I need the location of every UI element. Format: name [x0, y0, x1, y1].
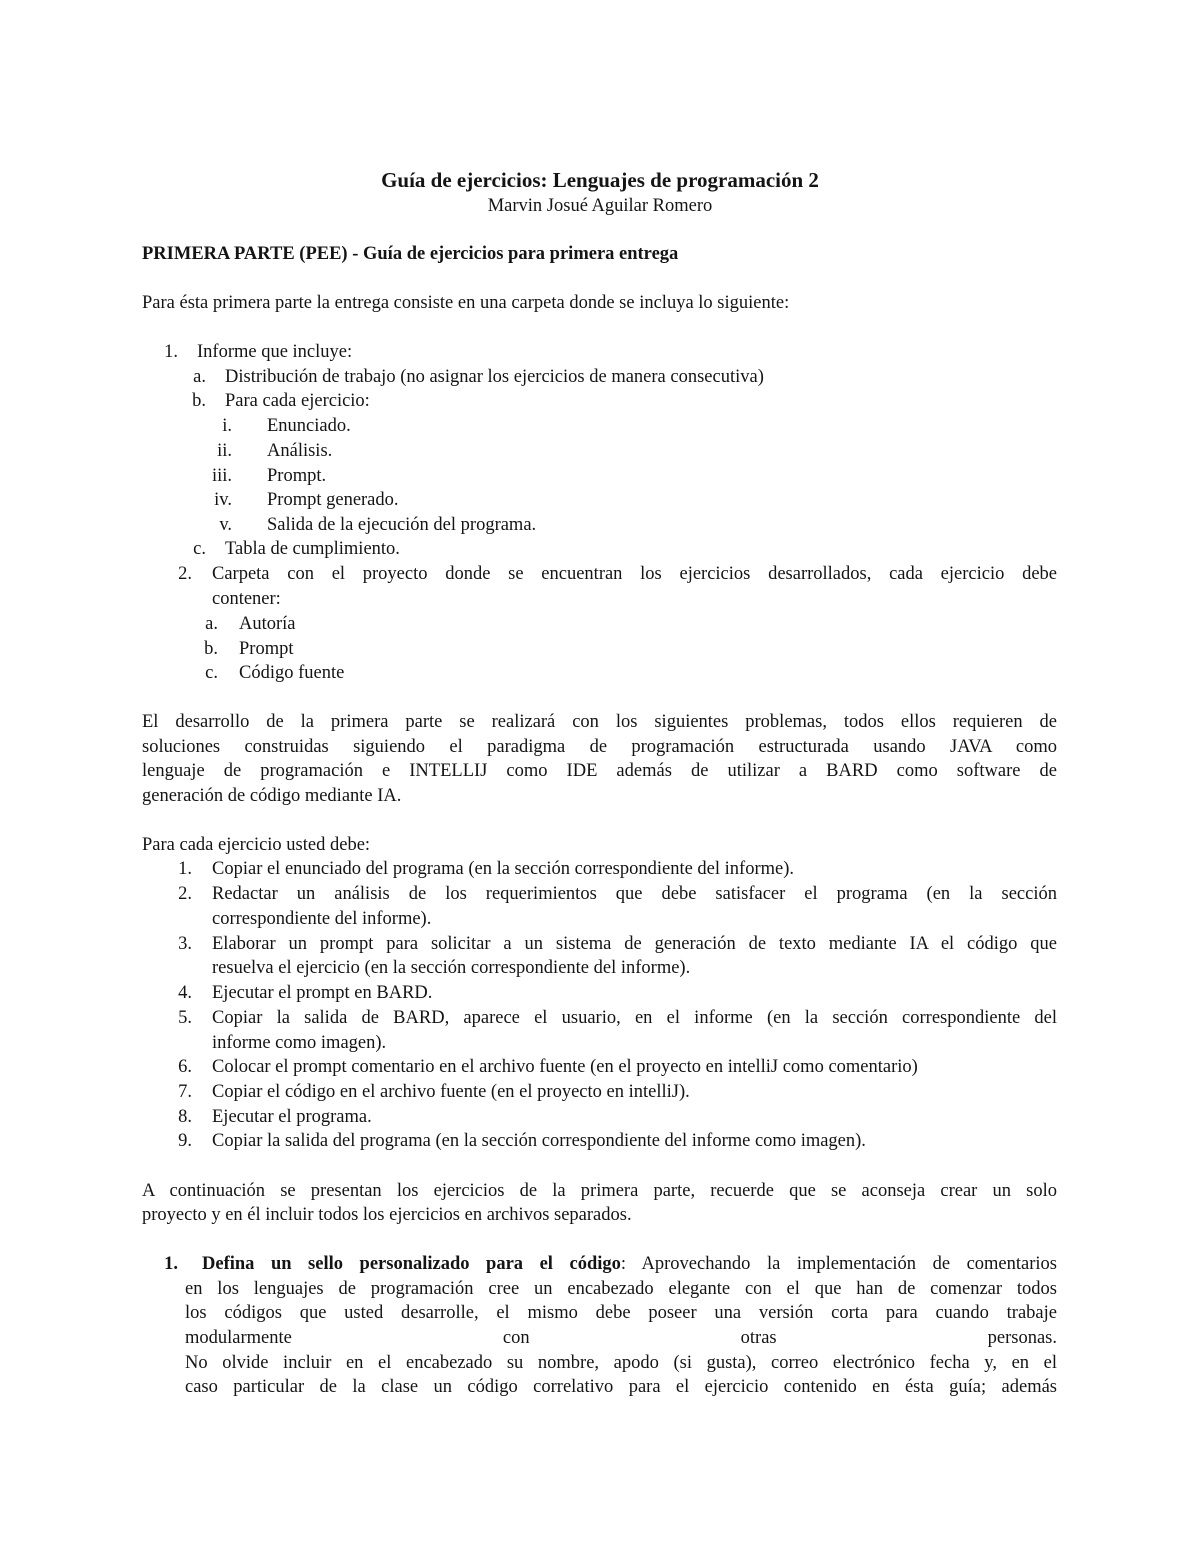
- list-item: Para cada ejercicio:: [225, 391, 370, 411]
- list-item: Código fuente: [239, 663, 345, 683]
- list-item: Prompt: [239, 639, 294, 659]
- list-marker: a.: [193, 367, 206, 387]
- list-item-continuation: correspondiente del informe).: [212, 909, 432, 929]
- list-marker: 6.: [178, 1057, 192, 1077]
- list-item: Distribución de trabajo (no asignar los ejercicios de manera consecutiva): [225, 367, 764, 387]
- paragraph-line: lenguaje de programación e INTELLIJ como IDE además de utilizar a BARD como software de: [142, 761, 1057, 781]
- list-item-continuation: contener:: [212, 589, 281, 609]
- list-marker: a.: [205, 614, 218, 634]
- document-author: Marvin Josué Aguilar Romero: [487, 196, 713, 216]
- exercise-line: los códigos que usted desarrolle, el mismo debe poseer una versión corta para cuando trabaje: [185, 1303, 1057, 1323]
- list-marker: c.: [193, 539, 206, 559]
- list-item: Informe que incluye:: [197, 342, 353, 362]
- document-title: Guía de ejercicios: Lenguajes de programación 2: [381, 168, 819, 192]
- list-marker: 4.: [178, 983, 192, 1003]
- paragraph-line: El desarrollo de la primera parte se realizará con los siguientes problemas, todos ellos requieren de: [142, 712, 1057, 732]
- list-item: Copiar el código en el archivo fuente (en el proyecto en intelliJ).: [212, 1082, 690, 1102]
- section-intro: Para ésta primera parte la entrega consiste en una carpeta donde se incluya lo siguiente:: [142, 293, 790, 313]
- list-item: Ejecutar el programa.: [212, 1107, 372, 1127]
- exercise-line: No olvide incluir en el encabezado su nombre, apodo (si gusta), correo electrónico fecha y, en el: [185, 1353, 1057, 1373]
- list-marker: iii.: [211, 466, 232, 486]
- list-marker: 2.: [178, 564, 192, 584]
- paragraph-line: proyecto y en él incluir todos los ejercicios en archivos separados.: [142, 1205, 632, 1225]
- list-item: Redactar un análisis de los requerimientos que debe satisfacer el programa (en la sección: [212, 884, 1057, 904]
- exercise-line: modularmente con otras personas.: [185, 1328, 1057, 1348]
- list-marker: b.: [192, 391, 206, 411]
- list-item: Copiar el enunciado del programa (en la sección correspondiente del informe).: [212, 859, 795, 879]
- exercise-text: : Aprovechando la implementación de comentarios: [620, 1254, 1057, 1274]
- list-item: Elaborar un prompt para solicitar a un sistema de generación de texto mediante IA el código que: [212, 934, 1057, 954]
- list-item: Tabla de cumplimiento.: [225, 539, 400, 559]
- list-marker: i.: [222, 416, 232, 436]
- exercise-line: caso particular de la clase un código correlativo para el ejercicio contenido en ésta guía; además: [185, 1377, 1057, 1397]
- list-marker: v.: [219, 515, 232, 535]
- list-marker: 5.: [178, 1008, 192, 1028]
- paragraph-line: A continuación se presentan los ejercicios de la primera parte, recuerde que se aconseja crear un solo: [142, 1181, 1057, 1201]
- paragraph-line: generación de código mediante IA.: [142, 786, 402, 806]
- list-marker: iv.: [214, 490, 232, 510]
- exercise-line: [202, 1255, 1057, 1274]
- list-item: Prompt generado.: [267, 490, 399, 510]
- exercise-line: en los lenguajes de programación cree un encabezado elegante con el que han de comenzar todos: [185, 1279, 1057, 1299]
- list-item: Copiar la salida de BARD, aparece el usuario, en el informe (en la sección correspondiente del: [212, 1008, 1057, 1028]
- exercise-number: 1.: [164, 1254, 178, 1274]
- list-item: Carpeta con el proyecto donde se encuentran los ejercicios desarrollados, cada ejercicio debe: [212, 564, 1057, 584]
- list-marker: 8.: [178, 1107, 192, 1127]
- list-item: Colocar el prompt comentario en el archivo fuente (en el proyecto en intelliJ como comentario): [212, 1057, 918, 1077]
- list-marker: 3.: [178, 934, 192, 954]
- list-item: Ejecutar el prompt en BARD.: [212, 983, 433, 1003]
- list-marker: 2.: [178, 884, 192, 904]
- list-marker: c.: [205, 663, 218, 683]
- steps-intro: Para cada ejercicio usted debe:: [142, 835, 371, 855]
- list-marker: 1.: [178, 859, 192, 879]
- list-item: Enunciado.: [267, 416, 351, 436]
- list-item-continuation: resuelva el ejercicio (en la sección correspondiente del informe).: [212, 958, 691, 978]
- list-marker: 1.: [164, 342, 178, 362]
- list-marker: 7.: [178, 1082, 192, 1102]
- list-item-continuation: informe como imagen).: [212, 1033, 387, 1053]
- list-marker: b.: [204, 639, 218, 659]
- list-marker: ii.: [217, 441, 232, 461]
- list-item: Análisis.: [267, 441, 333, 461]
- list-item: Prompt.: [267, 466, 327, 486]
- section-heading: PRIMERA PARTE (PEE) - Guía de ejercicios para primera entrega: [142, 244, 679, 264]
- list-item: Autoría: [239, 614, 296, 634]
- list-item: Copiar la salida del programa (en la sección correspondiente del informe como imagen).: [212, 1131, 866, 1151]
- exercise-title: Defina un sello personalizado para el código: [202, 1254, 621, 1274]
- list-item: Salida de la ejecución del programa.: [267, 515, 537, 535]
- paragraph-line: soluciones construidas siguiendo el paradigma de programación estructurada usando JAVA como: [142, 737, 1057, 757]
- list-marker: 9.: [178, 1131, 192, 1151]
